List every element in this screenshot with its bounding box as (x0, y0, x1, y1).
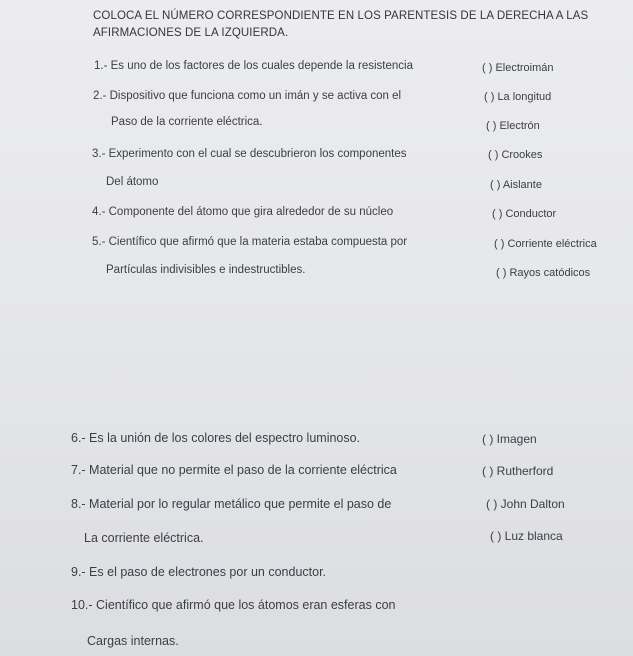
statement-2-continuation: Paso de la corriente eléctrica. (111, 116, 263, 128)
answer-option-electron[interactable]: ( ) Electrón (486, 120, 540, 132)
statement-3-continuation: Del átomo (106, 176, 159, 188)
answer-option-conductor[interactable]: ( ) Conductor (492, 208, 557, 220)
statement-3: 3.- Experimento con el cual se descubrieron los componentes (92, 148, 407, 160)
instructions-line-2: AFIRMACIONES DE LA IZQUIERDA. (93, 27, 289, 39)
statement-6: 6.- Es la unión de los colores del espectro luminoso. (71, 431, 361, 445)
answer-option-rutherford[interactable]: ( ) Rutherford (482, 464, 554, 478)
statement-2: 2.- Dispositivo que funciona como un imán y se activa con el (93, 90, 402, 102)
instructions-line-1: COLOCA EL NÚMERO CORRESPONDIENTE EN LOS PARENTESIS DE LA DERECHA A LAS (93, 10, 589, 22)
statement-5: 5.- Científico que afirmó que la materia estaba compuesta por (92, 236, 408, 248)
answer-option-la-longitud[interactable]: ( ) La longitud (484, 91, 552, 103)
statement-9: 9.- Es el paso de electrones por un conductor. (71, 565, 327, 579)
answer-option-electroiman[interactable]: ( ) Electroimán (482, 62, 554, 74)
statement-5-continuation: Partículas indivisibles e indestructibles. (106, 264, 306, 276)
answer-option-rayos-catodicos[interactable]: ( ) Rayos catódicos (496, 267, 591, 279)
answer-option-imagen[interactable]: ( ) Imagen (482, 432, 537, 446)
statement-8-continuation: La corriente eléctrica. (84, 531, 204, 545)
answer-option-corriente-electrica[interactable]: ( ) Corriente eléctrica (494, 238, 597, 250)
statement-7: 7.- Material que no permite el paso de la corriente eléctrica (71, 463, 397, 477)
statement-4: 4.- Componente del átomo que gira alrededor de su núcleo (92, 206, 394, 218)
answer-option-john-dalton[interactable]: ( ) John Dalton (486, 497, 565, 511)
answer-option-luz-blanca[interactable]: ( ) Luz blanca (490, 529, 563, 543)
statement-8: 8.- Material por lo regular metálico que permite el paso de (71, 497, 392, 511)
answer-option-aislante[interactable]: ( ) Aislante (490, 179, 542, 191)
statement-1: 1.- Es uno de los factores de los cuales depende la resistencia (94, 60, 413, 72)
statement-10-continuation: Cargas internas. (87, 634, 179, 648)
statement-10: 10.- Científico que afirmó que los átomos eran esferas con (71, 598, 396, 612)
answer-option-crookes[interactable]: ( ) Crookes (488, 149, 543, 161)
